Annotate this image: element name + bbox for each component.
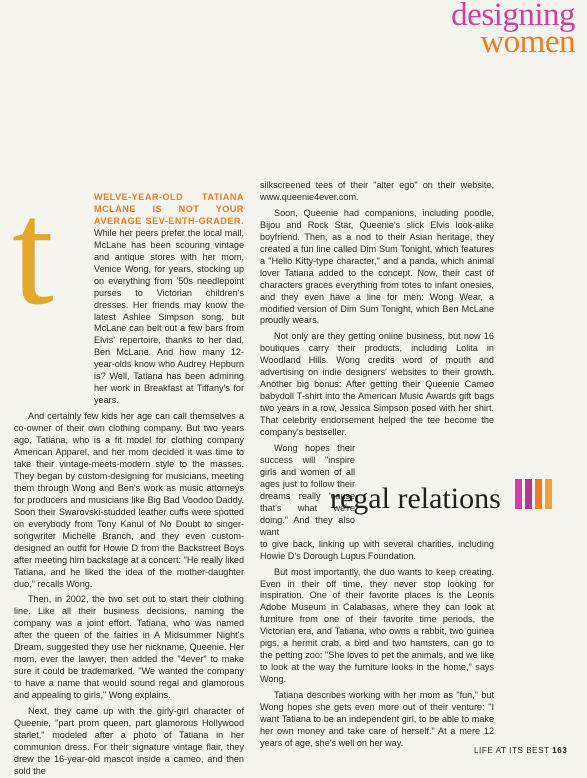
drop-cap: t [12, 170, 54, 336]
decorative-color-bars [515, 479, 552, 509]
pull-quote: regal relations [330, 482, 501, 515]
article-lead-paragraph [14, 192, 244, 407]
paragraph: But most importantly, the duo wants to keep creating. Even in their off time, they never stop looking for inspiration. One of their favorite places is the Leonis Adobe Museum in Calabasas, where they can look at furniture from one of their favorite time periods, the Victorian era, and Tatiana, who owns a rabbit, two guinea pigs, a hermit crab, a bird and two hamsters, can go to the petting zoo: "She loves to pet the animals, and we like to look at the way the furniture looks in the home," says Wong. [260, 566, 494, 685]
section-title-line1: designing [451, 0, 575, 33]
section-heading [451, 0, 575, 61]
color-bar [535, 479, 542, 509]
page-footer [474, 746, 567, 755]
paragraph: to give back, linking up with several charities, including Howie D's Dorough Lupus Foundation. [260, 538, 494, 561]
paragraph: Not only are they getting online business, but now 16 boutiques carry their products, including Lolita in Woodland Hills. Wong credits word of mouth and advertising on indie designers' websites to their growth. Another big bonus: After getting their Queenie Cameo babydoll T-shirt into the American Music Awards gift bags two years in a row, Jessica Simpson posed with her shirt. That celebrity endorsement helped the tee become the company's bestseller. [260, 331, 494, 438]
article-column-left [14, 192, 244, 778]
color-bar [525, 479, 532, 509]
color-bar [545, 479, 552, 509]
article-column-right [260, 180, 494, 750]
color-bar [515, 479, 522, 509]
paragraph: Wong hopes their success will "inspire girls and women of all ages just to follow their dreams really 'cause that's what we're doing." And they also want [260, 443, 355, 537]
paragraph: Tatiana describes working with her mom as "fun," but Wong hopes she gets even more out of their venture: "I want Tatiana to be an independent girl, to be able to make her own money and take care of herself." At a mere 12 years of age, she's well on her way. [260, 690, 494, 748]
paragraph: Then, in 2002, the two set out to start their clothing line. Like all their business decisions, naming the company was a joint effort. Tatiana, who was named after the queen of the fairies in A Midsummer Night's Dream, suggested they use her nickname, Queenie. Her mom, ever the lawyer, then added the "4ever" to make sure it could be trademarked. "We wanted the company to have a name that would sound regal and glamorous and appealing to girls," Wong explains. [14, 594, 244, 701]
paragraph: And certainly few kids her age can call themselves a co-owner of their own clothing company. But two years ago, Tatiana, who is a fit model for clothing company American Apparel, and her mom decided it was time to take their vintage-meets-modern style to the masses. They began by custom-designing for musicians, meeting them through Wong and Ben's work as music attorneys for producers and musicians like Big Bad Voodoo Daddy. Soon their Swarovski-studded leather cuffs were spotted on everybody from Tony Kanul of No Doubt to singer-songwriter Michelle Branch, and they even custom-designed an outfit for Howie D from the Backstreet Boys after meeting him backstage at a concert: "He really liked Tatiana, and he liked the idea of the mother-daughter duo," recalls Wong. [14, 411, 244, 589]
footer-text: LIFE AT ITS BEST [474, 746, 550, 755]
paragraph: While her peers prefer the local mall, McLane has been scouring vintage and antique stores with her mom, Venice Wong, for years, stocking up on everything from '50s needlepoint purses to Victorian children's dresses. Her friends may know the latest Ashlee Simpson song, but McLane can belt out a few bars from Elvis' repertoire, thanks to her dad, Ben McLane. And how many 12-year-olds know who Audrey Hepburn is? Well, Tatiana has been admiring her work in Breakfast at Tiffany's for years. [94, 227, 244, 406]
lead-in: WELVE-YEAR-OLD TATIANA MCLANE IS NOT YOUR AVERAGE SEV-ENTH-GRADER. [94, 192, 244, 226]
paragraph: silkscreened tees of their "alter ego" on their website, www.queenie4ever.com. [260, 180, 494, 202]
section-title-line2: women [480, 24, 575, 61]
paragraph: Soon, Queenie had companions, including poodle, Bijou and Rock Star, Queenie's slick Elvis look-alike boyfriend. Then, as a nod to their Asian heritage, they created a fun line called Dim Sum Tonight, which features a "Hello Kitty-type character," and a panda, which animal lover Tatiana added to the concept. Now, their cast of characters graces everything from totes to infant onesies, and they even have a line for men: Wong Wear, a modified version of Dim Sum Tonight, which Ben McLane proudly wears. [260, 207, 494, 326]
page-number: 163 [552, 746, 568, 755]
paragraph: Next, they came up with the girly-girl character of Queenie, "part prom queen, part glamorous Hollywood starlet," modeled after a photo of Tatiana in her communion dress. For their signature vintage flair, they drew the 16-year-old mascot inside a cameo, and then sold the [14, 706, 244, 776]
